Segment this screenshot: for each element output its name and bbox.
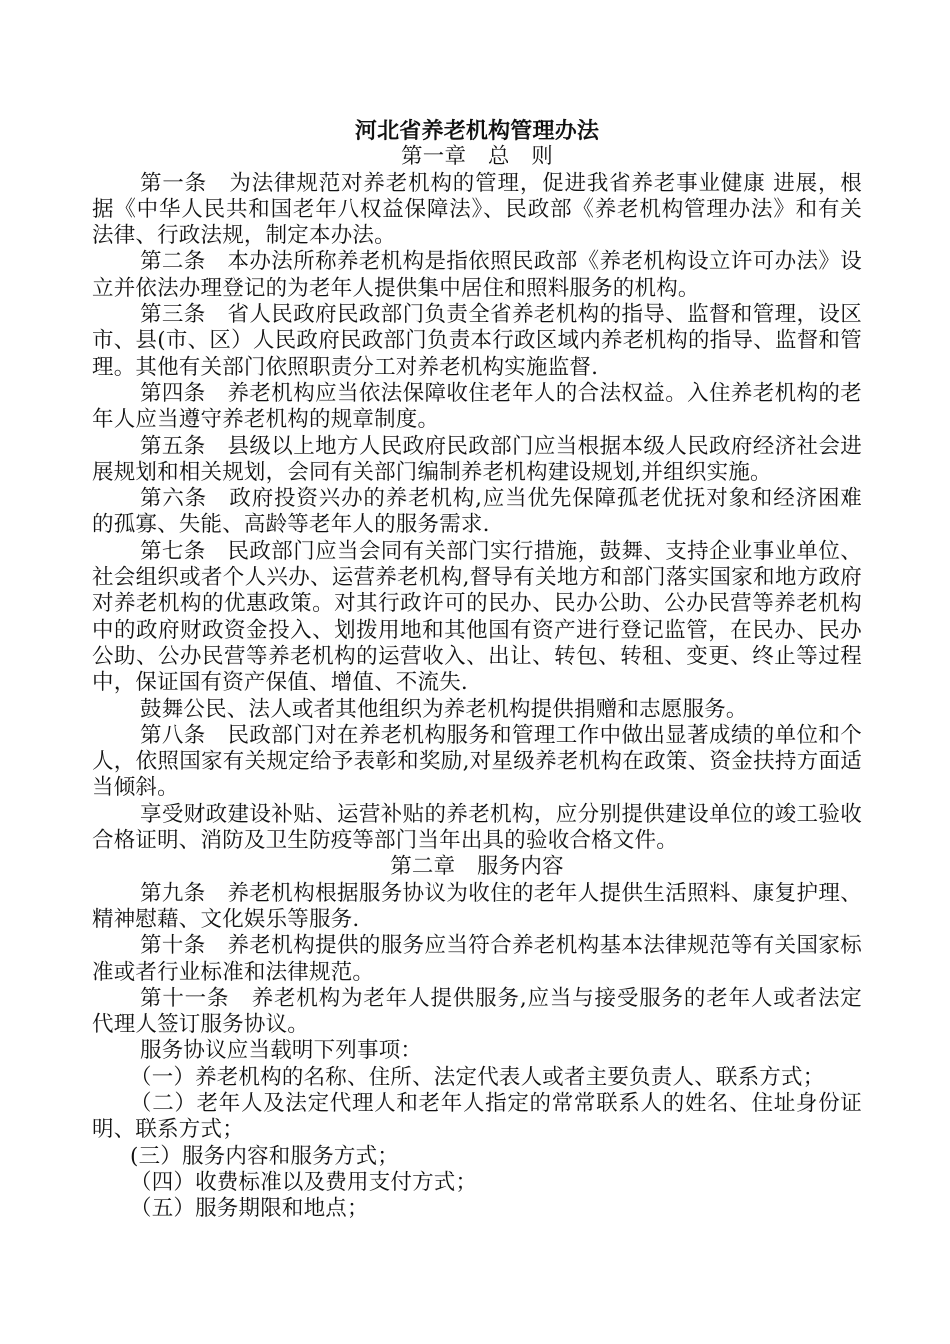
article-7: 第七条 民政部门应当会同有关部门实行措施，鼓舞、支持企业事业单位、社会组织或者个人兴办、运营养老机构,督导有关地方和部门落实国家和地方政府对养老机构的优惠政策。对其行政许可的民办、民办公助、公办民营等养老机构中的政府财政资金投入、划拨用地和其他国有资产进行登记监管，在民办、民办公助、公办民营等养老机构的运营收入、出让、转包、转租、变更、终止等过程中，保证国有资产保值、增值、不流失. xyxy=(92,538,862,696)
article-9: 第九条 养老机构根据服务协议为收住的老年人提供生活照料、康复护理、精神慰藉、文化娱乐等服务. xyxy=(92,880,862,932)
paragraph: 鼓舞公民、法人或者其他组织为养老机构提供捐赠和志愿服务。 xyxy=(140,696,748,722)
list-item: （五）服务期限和地点； xyxy=(130,1196,369,1222)
document-page xyxy=(92,118,862,1222)
document-title: 河北省养老机构管理办法 xyxy=(354,118,600,144)
article-1: 第一条 为法律规范对养老机构的管理，促进我省养老事业健康 进展，根据《中华人民共和国老年八权益保障法》、民政部《养老机构管理办法》和有关法律、行政法规，制定本办法。 xyxy=(92,170,862,249)
list-item: （四）收费标准以及费用支付方式； xyxy=(130,1169,478,1195)
article-6: 第六条 政府投资兴办的养老机构,应当优先保障孤老优抚对象和经济困难的孤寡、失能、高龄等老年人的服务需求. xyxy=(92,486,862,538)
article-5: 第五条 县级以上地方人民政府民政部门应当根据本级人民政府经济社会进展规划和相关规划，会同有关部门编制养老机构建设规划,并组织实施。 xyxy=(92,433,862,485)
article-3: 第三条 省人民政府民政部门负责全省养老机构的指导、监督和管理，设区市、县(市、区）人民政府民政部门负责本行政区域内养老机构的指导、监督和管理。其他有关部门依照职责分工对养老机构实施监督. xyxy=(92,302,862,380)
article-2: 第二条 本办法所称养老机构是指依照民政部《养老机构设立许可办法》设立并依法办理登记的为老年人提供集中居住和照料服务的机构。 xyxy=(92,249,862,301)
article-10: 第十条 养老机构提供的服务应当符合养老机构基本法律规范等有关国家标准或者行业标准和法律规范。 xyxy=(92,933,862,985)
chapter-heading: 第一章 总 则 xyxy=(401,144,553,170)
chapter-heading: 第二章 服务内容 xyxy=(390,854,564,880)
article-4: 第四条 养老机构应当依法保障收住老年人的合法权益。入住养老机构的老年人应当遵守养老机构的规章制度。 xyxy=(92,380,862,433)
list-item: （二）老年人及法定代理人和老年人指定的常常联系人的姓名、住址身份证明、联系方式； xyxy=(92,1090,862,1143)
paragraph: 享受财政建设补贴、运营补贴的养老机构，应分别提供建设单位的竣工验收合格证明、消防及卫生防疫等部门当年出具的验收合格文件。 xyxy=(92,801,862,854)
list-item: (三）服务内容和服务方式； xyxy=(130,1143,399,1169)
article-8: 第八条 民政部门对在养老机构服务和管理工作中做出显著成绩的单位和个人，依照国家有关规定给予表彰和奖励,对星级养老机构在政策、资金扶持方面适当倾斜。 xyxy=(92,722,862,801)
paragraph: 服务协议应当载明下列事项： xyxy=(140,1038,423,1064)
list-item: （一）养老机构的名称、住所、法定代表人或者主要负责人、联系方式； xyxy=(130,1064,825,1090)
article-11: 第十一条 养老机构为老年人提供服务,应当与接受服务的老年人或者法定代理人签订服务协议。 xyxy=(92,985,862,1038)
